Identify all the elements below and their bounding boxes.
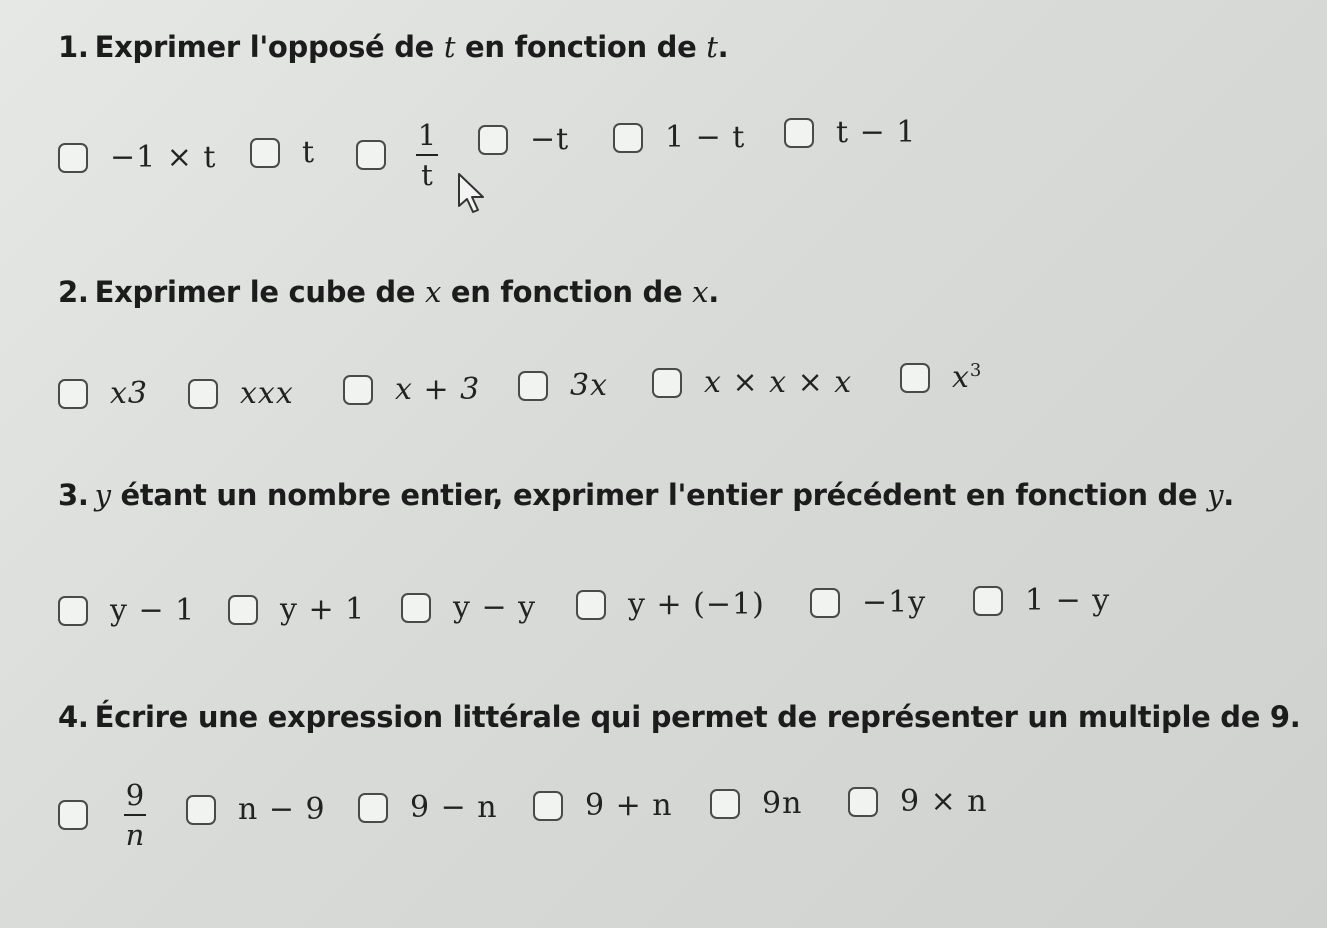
checkbox[interactable] xyxy=(58,596,88,626)
option-label: t xyxy=(302,135,316,170)
checkbox[interactable] xyxy=(58,143,88,173)
checkbox[interactable] xyxy=(358,793,388,823)
question-1-options xyxy=(58,110,1287,192)
fraction-denominator: n xyxy=(125,818,145,852)
option-1-3[interactable] xyxy=(356,120,438,190)
option-label: x + 3 xyxy=(395,372,481,407)
checkbox[interactable] xyxy=(652,368,682,398)
option-1-6[interactable] xyxy=(784,115,916,150)
checkbox[interactable] xyxy=(186,795,216,825)
option-3-3[interactable] xyxy=(401,590,536,625)
fraction-label xyxy=(416,120,438,190)
option-2-2[interactable] xyxy=(188,376,294,411)
option-4-2[interactable] xyxy=(186,792,326,827)
option-label: 9 − n xyxy=(410,790,498,825)
checkbox[interactable] xyxy=(784,118,814,148)
option-label: x × x × x xyxy=(704,365,853,400)
option-3-1[interactable] xyxy=(58,593,195,628)
checkbox[interactable] xyxy=(188,379,218,409)
option-4-5[interactable] xyxy=(710,786,802,821)
option-label: x3 xyxy=(110,376,149,411)
option-1-5[interactable] xyxy=(613,120,745,155)
option-label: n − 9 xyxy=(238,792,326,827)
option-label: y − 1 xyxy=(110,593,196,628)
option-label: y + (−1) xyxy=(628,587,765,622)
checkbox[interactable] xyxy=(810,588,840,618)
checkbox[interactable] xyxy=(401,593,431,623)
option-label: 3x xyxy=(570,368,609,403)
checkbox[interactable] xyxy=(848,787,878,817)
question-4-options xyxy=(58,780,1287,850)
option-label: $x^3$ xyxy=(952,360,983,395)
checkbox[interactable] xyxy=(343,375,373,405)
option-label: xxx xyxy=(240,376,294,411)
option-label: −1y xyxy=(862,585,927,620)
checkbox[interactable] xyxy=(58,379,88,409)
fraction-label xyxy=(124,780,146,850)
question-number: 4. xyxy=(58,700,89,734)
option-3-4[interactable] xyxy=(576,587,765,622)
option-label: 9n xyxy=(762,786,803,821)
question-3-title: 3. y étant un nombre entier, exprimer l'entier précédent en fonction de y. xyxy=(58,478,1234,512)
question-number: 1. xyxy=(58,30,89,64)
fraction-numerator: 1 xyxy=(417,118,437,152)
checkbox[interactable] xyxy=(710,789,740,819)
option-2-3[interactable] xyxy=(343,372,480,407)
option-4-4[interactable] xyxy=(533,788,673,823)
checkbox[interactable] xyxy=(533,791,563,821)
option-1-4[interactable] xyxy=(478,122,569,157)
fraction-denominator: t xyxy=(421,158,433,192)
option-1-1[interactable] xyxy=(58,140,217,175)
option-4-6[interactable] xyxy=(848,784,988,819)
option-4-1[interactable] xyxy=(58,780,146,850)
option-3-6[interactable] xyxy=(973,583,1110,618)
question-2-title: 2. Exprimer le cube de x en fonction de x. xyxy=(58,275,719,309)
option-label: 9 + n xyxy=(585,788,673,823)
question-2-options xyxy=(58,350,1287,420)
fraction-numerator: 9 xyxy=(125,778,145,812)
option-label: −1 × t xyxy=(110,140,217,175)
option-label: y − y xyxy=(453,590,537,625)
question-number: 3. xyxy=(58,478,89,512)
option-label: y + 1 xyxy=(280,592,366,627)
question-number: 2. xyxy=(58,275,89,309)
option-2-1[interactable] xyxy=(58,376,148,411)
option-label: −t xyxy=(530,122,570,157)
checkbox[interactable] xyxy=(613,123,643,153)
option-label: 1 − y xyxy=(1025,583,1111,618)
option-label: 9 × n xyxy=(900,784,988,819)
checkbox[interactable] xyxy=(228,595,258,625)
checkbox[interactable] xyxy=(973,586,1003,616)
option-4-3[interactable] xyxy=(358,790,498,825)
question-4-title: 4. Écrire une expression littérale qui permet de représenter un multiple de 9. xyxy=(58,700,1301,734)
option-label: 1 − t xyxy=(665,120,746,155)
option-2-4[interactable] xyxy=(518,368,608,403)
question-1-title: 1. Exprimer l'opposé de t en fonction de t. xyxy=(58,30,729,64)
option-label: t − 1 xyxy=(836,115,917,150)
option-1-2[interactable] xyxy=(250,135,315,170)
question-3-options xyxy=(58,570,1287,640)
checkbox[interactable] xyxy=(356,140,386,170)
fraction-bar xyxy=(124,814,146,816)
fraction-bar xyxy=(416,154,438,156)
option-3-2[interactable] xyxy=(228,592,365,627)
option-2-6[interactable] xyxy=(900,360,982,395)
mouse-pointer-icon xyxy=(456,172,486,216)
checkbox[interactable] xyxy=(58,800,88,830)
checkbox[interactable] xyxy=(518,371,548,401)
checkbox[interactable] xyxy=(900,363,930,393)
checkbox[interactable] xyxy=(250,138,280,168)
option-3-5[interactable] xyxy=(810,585,926,620)
exponent: 3 xyxy=(969,360,983,381)
option-2-5[interactable] xyxy=(652,365,852,400)
checkbox[interactable] xyxy=(576,590,606,620)
checkbox[interactable] xyxy=(478,125,508,155)
